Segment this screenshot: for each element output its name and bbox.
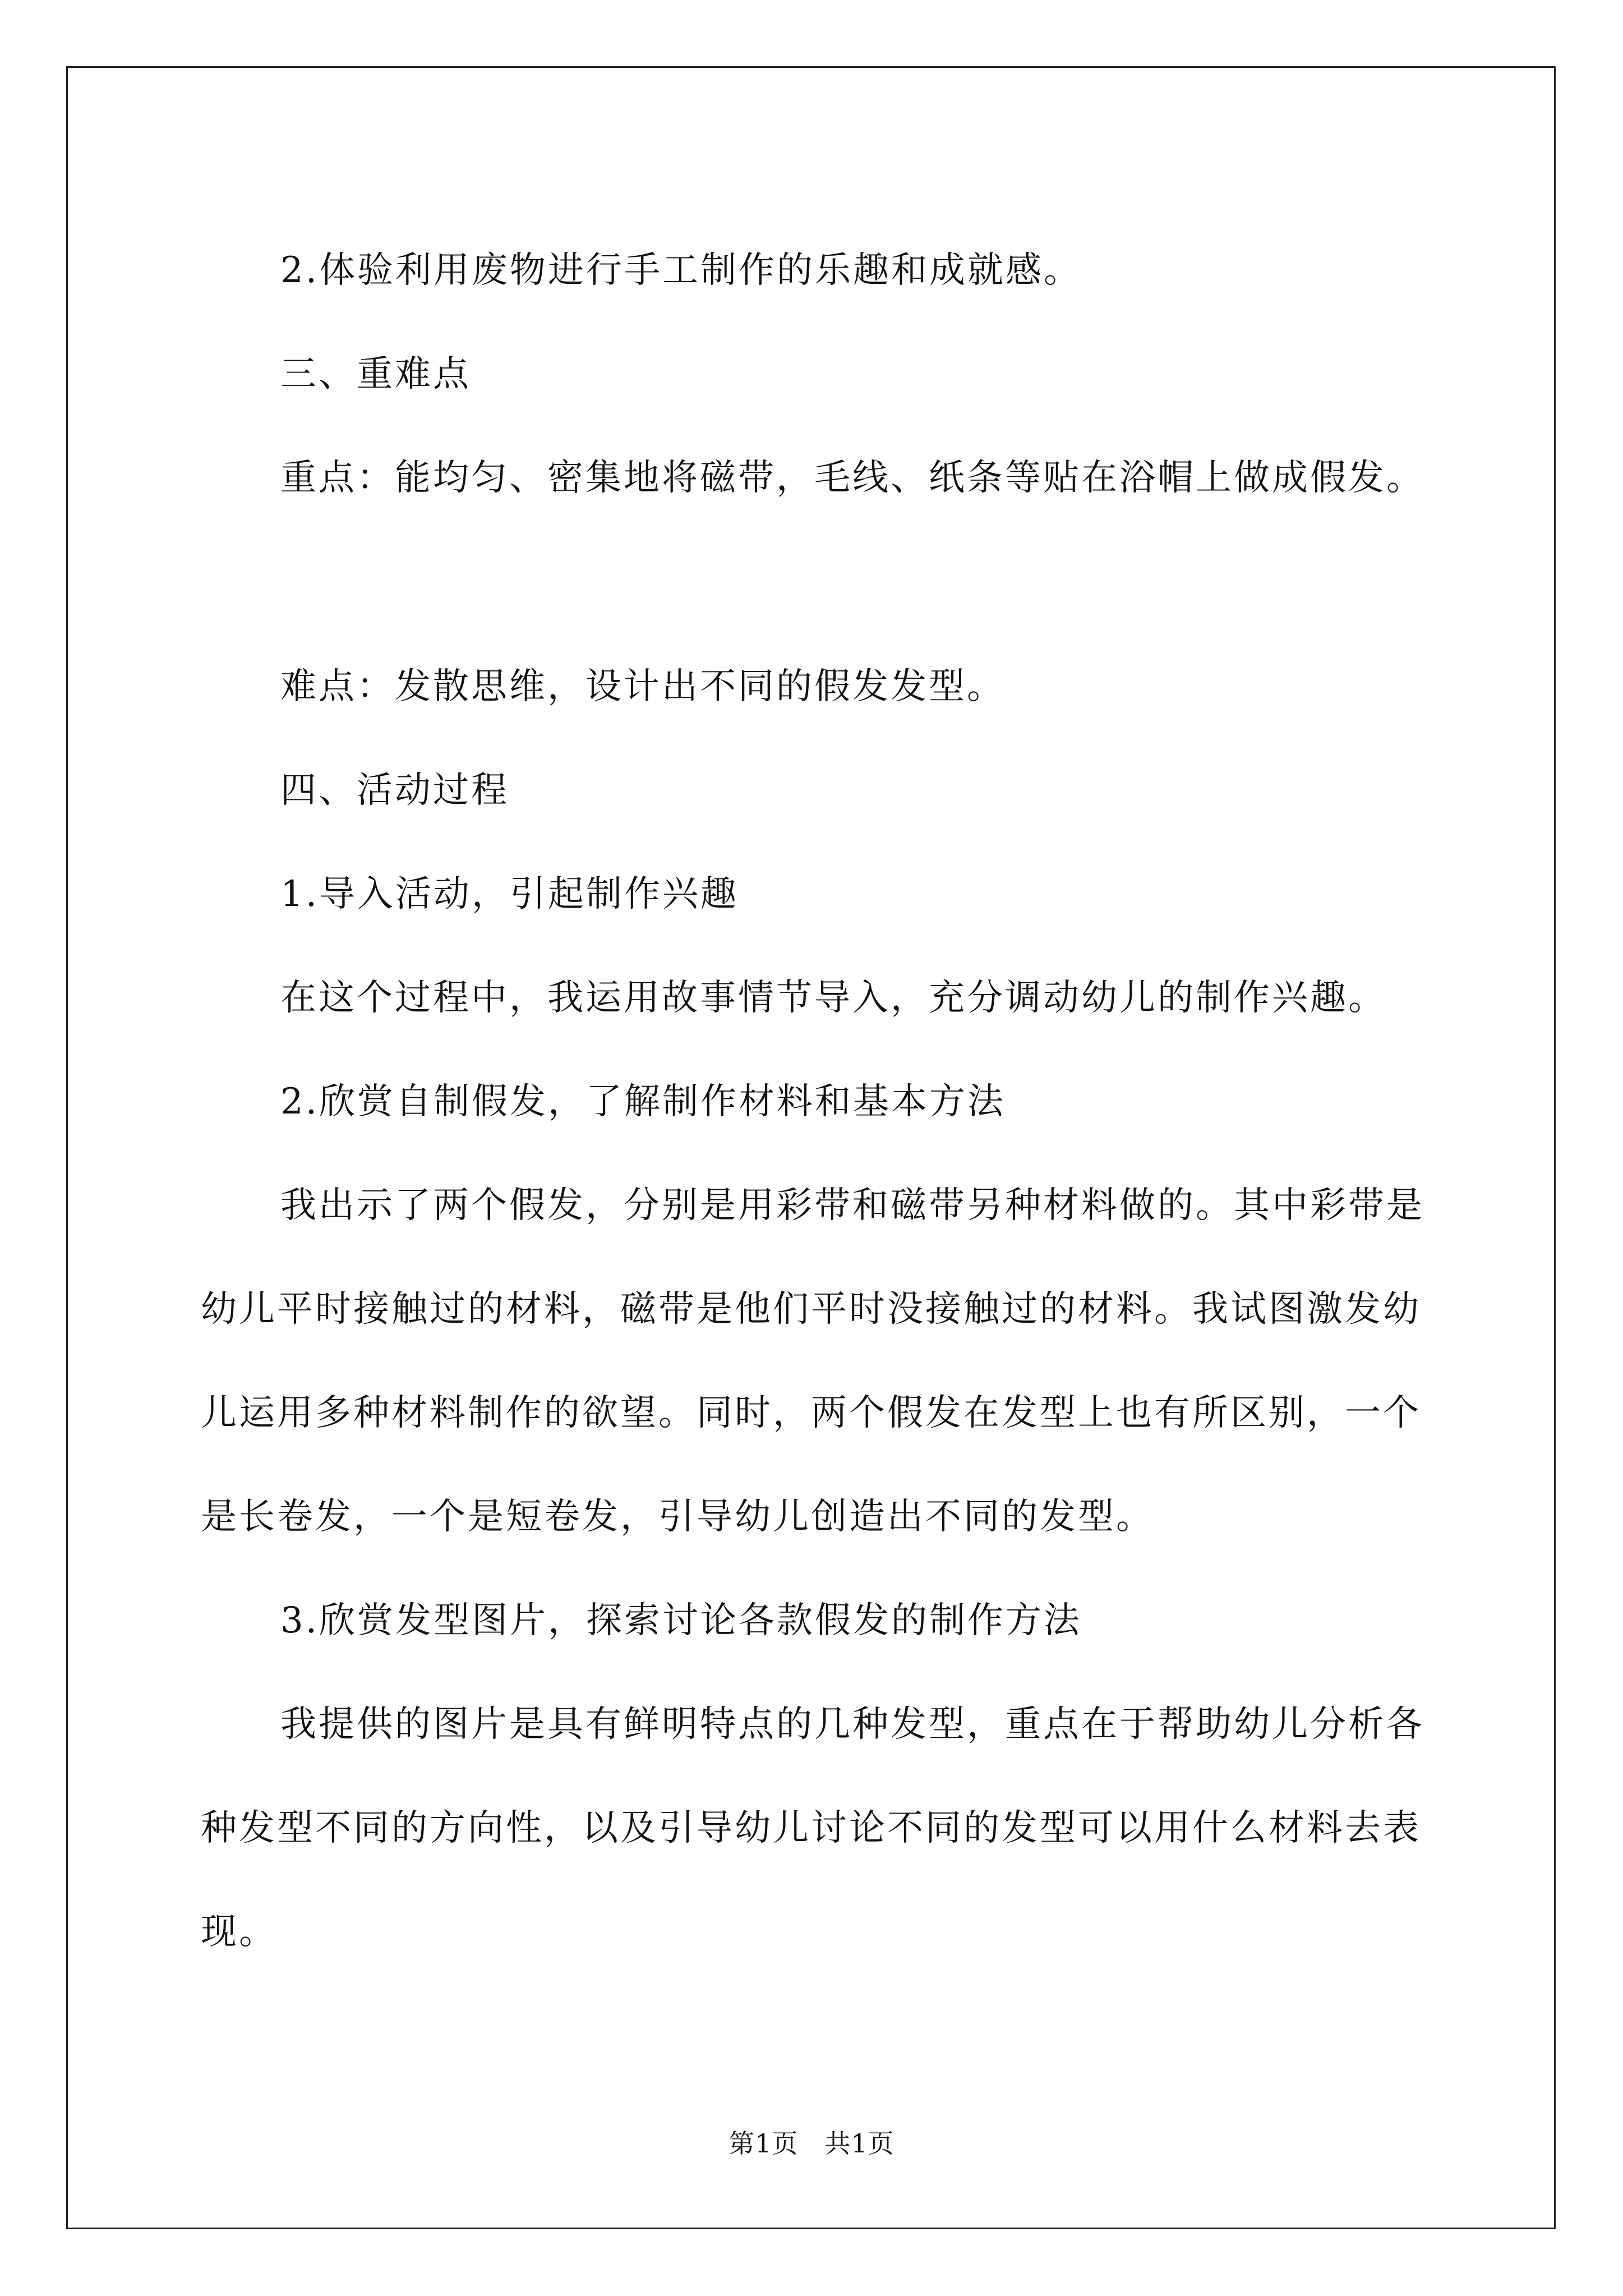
paragraph-goal-2: 2.体验利用废物进行手工制作的乐趣和成就感。 (280, 250, 1082, 291)
heading-key-difficult-points: 三、重难点 (280, 353, 471, 395)
paragraph-difficult-point: 难点：发散思维，设计出不同的假发发型。 (280, 666, 1005, 707)
paragraph-step-2: 我出示了两个假发，分别是用彩带和磁带另种材料做的。其中彩带是幼儿平时接触过的材料，磁带是他们平时没接触过的材料。我试图激发幼儿运用多种材料制作的欲望。同时，两个假发在发型上也有所区别，一个是长卷发，一个是短卷发，引导幼儿创造出不同的发型。 (201, 1185, 1424, 1538)
paragraph-step-3: 我提供的图片是具有鲜明特点的几种发型，重点在于帮助幼儿分析各种发型不同的方向性，以及引导幼儿讨论不同的发型可以用什么材料去表现。 (201, 1704, 1424, 1953)
page-number-footer: 第1页 共1页 (728, 2128, 895, 2159)
subheading-step-1: 1.导入活动，引起制作兴趣 (280, 873, 739, 915)
subheading-step-2: 2.欣赏自制假发，了解制作材料和基本方法 (280, 1081, 1006, 1122)
paragraph-step-1: 在这个过程中，我运用故事情节导入，充分调动幼儿的制作兴趣。 (280, 977, 1386, 1019)
subheading-step-3: 3.欣赏发型图片，探索讨论各款假发的制作方法 (280, 1600, 1082, 1641)
heading-activity-process: 四、活动过程 (280, 770, 509, 811)
paragraph-key-point: 重点：能均匀、密集地将磁带，毛线、纸条等贴在浴帽上做成假发。 (280, 457, 1424, 499)
